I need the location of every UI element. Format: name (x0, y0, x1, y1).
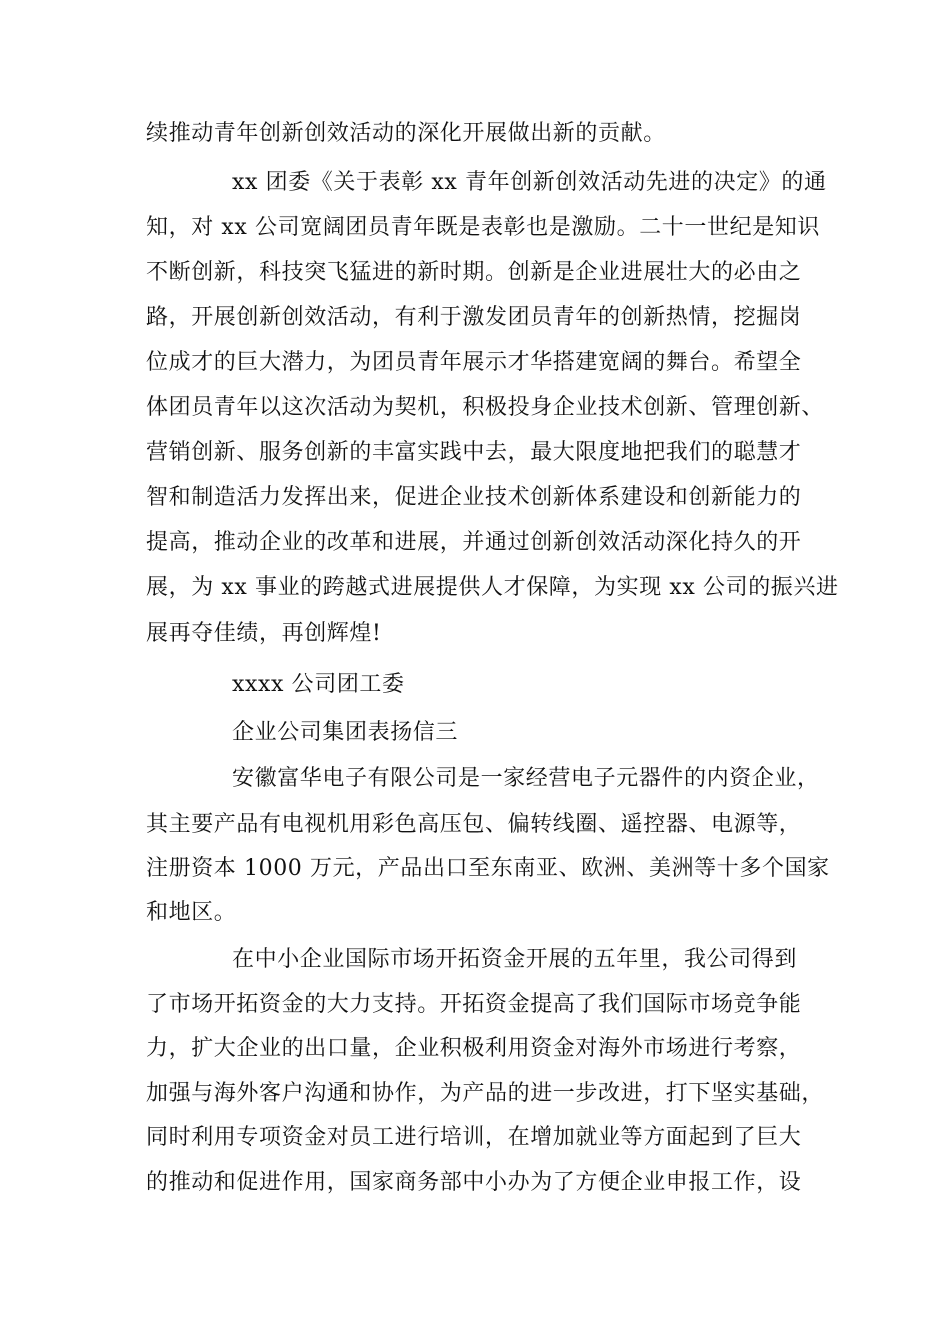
text-line: 同时利用专项资金对员工进行培训，在增加就业等方面起到了巨大 (146, 1125, 802, 1150)
text-line: 位成才的巨大潜力，为团员青年展示才华搭建宽阔的舞台。希望全 (146, 350, 802, 375)
text-line: 安徽富华电子有限公司是一家经营电子元器件的内资企业， (232, 766, 820, 791)
section-heading: 企业公司集团表扬信三 (232, 720, 459, 745)
text-line: 加强与海外客户沟通和协作，为产品的进一步改进，打下坚实基础， (146, 1081, 825, 1106)
text-line: 续推动青年创新创效活动的深化开展做出新的贡献。 (146, 121, 666, 146)
text-line: xx 团委《关于表彰 xx 青年创新创效活动先进的决定》的通 (232, 170, 827, 195)
text-line: 在中小企业国际市场开拓资金开展的五年里，我公司得到 (232, 947, 798, 972)
text-line: 展，为 xx 事业的跨越式进展提供人才保障，为实现 xx 公司的振兴进 (146, 575, 839, 600)
text-line: 营销创新、服务创新的丰富实践中去，最大限度地把我们的聪慧才 (146, 440, 802, 465)
text-line: 的推动和促进作用，国家商务部中小办为了方便企业申报工作，设 (146, 1170, 802, 1195)
text-line: 体团员青年以这次活动为契机，积极投身企业技术创新、管理创新、 (146, 395, 825, 420)
signature-line: xxxx 公司团工委 (232, 672, 405, 697)
text-line: 力，扩大企业的出口量，企业积极利用资金对海外市场进行考察， (146, 1036, 802, 1061)
text-line: 其主要产品有电视机用彩色高压包、偏转线圈、遥控器、电源等， (146, 812, 802, 837)
text-line: 了市场开拓资金的大力支持。开拓资金提高了我们国际市场竞争能 (146, 992, 802, 1017)
text-line: 和地区。 (146, 900, 237, 925)
text-line: 智和制造活力发挥出来，促进企业技术创新体系建设和创新能力的 (146, 485, 802, 510)
text-line: 路，开展创新创效活动，有利于激发团员青年的创新热情，挖掘岗 (146, 305, 802, 330)
text-line: 提高，推动企业的改革和进展，并通过创新创效活动深化持久的开 (146, 530, 802, 555)
text-line: 知，对 xx 公司宽阔团员青年既是表彰也是激励。二十一世纪是知识 (146, 215, 821, 240)
text-line: 展再夺佳绩，再创辉煌! (146, 621, 382, 646)
text-line: 不断创新，科技突飞猛进的新时期。创新是企业进展壮大的必由之 (146, 260, 802, 285)
text-line: 注册资本 1000 万元，产品出口至东南亚、欧洲、美洲等十多个国家 (146, 856, 830, 881)
